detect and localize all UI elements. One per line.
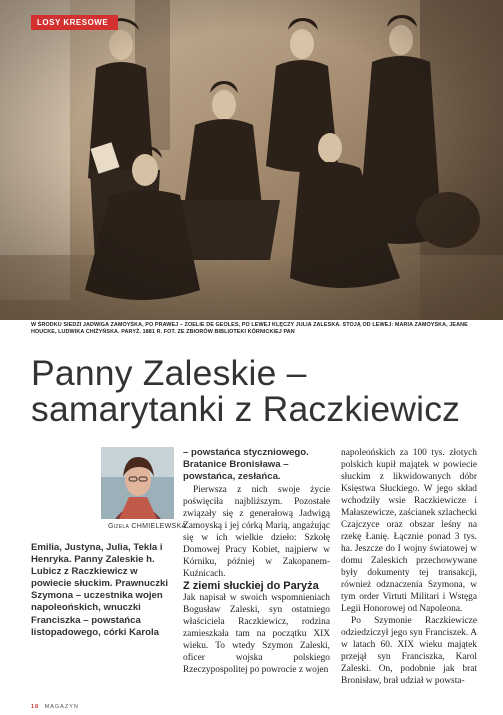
archival-group-photo [0,0,503,320]
author-portrait [101,447,174,519]
lead-part-2: – powstańca styczniowego. Bratanice Bronisława – powstańca, zesłańca. [183,447,309,483]
author-last-name: CHMIELEWSKA [131,523,187,530]
magazine-name: MAGAZYN [44,704,79,710]
body-paragraph: Pierwsza z nich swoje życie poświęciła najbliższym. Pozostałe związały się z generałową Jadwigą Zamoyską i jej córką Marią, angażując się w ich wielkie dzieło: Szkołę Domowej Pracy Kobiet, najpierw w Kórniku, później w Zakopanem-Kuźnicach. [183,485,330,579]
author-byline [108,523,186,530]
body-column-2 [183,484,330,676]
title-line-2: samarytanki z Raczkiewicz [31,389,461,429]
page-footer [31,704,79,710]
author-first-name: Gizela [108,523,130,530]
article-lead-continued [183,447,331,483]
body-column-3 [341,447,477,687]
subheading: Z ziemi słuckiej do Paryża [183,580,319,592]
body-paragraph: napoleońskich za 100 tys. złotych polskich kupił majątek w powiecie słuckim z likwidowanych dóbr Księstwa Słuckiego. W jego skład wchodziły wsie Raczkiewicze i Małaszewicze, zaścianek szlachecki Czajczyce oraz obszar leśny na rzekę Łanię. Łącznie ponad 3 tys. ha. Jeszcze do I wojny światowej w domu Zaleskich przechowywane były dokumenty tej transakcji, również odznaczenia Szymona, w tym order Virtuti Militari i Wstęga Legii Honorowej od Napoleona. [341,448,477,614]
photo-caption: W ŚRODKU SIEDZI JADWIGA ZAMOYSKA, PO PRAWEJ – ZOELIE DE GEOLES, PO LEWEJ KLĘCZY JULIA ZALESKA. STOJĄ OD LEWEJ: MARIA ZAMOYSKA, JEANE HOUCKE, LUDWIKA CHIŻYŃSKA. PARYŻ. 1881 R. FOT. ZE ZBIORÓW BIBLIOTEKI KÓRNICKIEJ PAN [31,322,468,336]
lead-part-1: Emilia, Justyna, Julia, Tekla i Henryka. Panny Zaleskie h. Lubicz z Raczkiewicz w powiecie słuckim. Prawnuczki Szymona – uczestnika wojen napoleońskich, wnuczki Franciszka – powstańca listopadowego, córki Karola [31,542,169,638]
body-paragraph: Jak napisał w swoich wspomnieniach Bogusław Zaleski, syn ostatniego właściciela Raczkiewicz, rodzina zamieszkała tam na początku XIX wieku. To wtedy Szymon Zaleski, oficer wojska polskiego Rzeczypospolitej po powrocie z wojen [183,593,330,675]
page-number: 18 [31,704,40,710]
title-line-1: Panny Zaleskie – [31,353,307,393]
section-tag: LOSY KRESOWE [31,15,118,30]
body-paragraph: Po Szymonie Raczkiewicze odziedziczył jego syn Franciszek. A w latach 60. XIX wieku majątek przejął syn Franciszka, Karol Zaleski. On, podobnie jak brat Bronisław, brał udział w powsta- [341,616,477,686]
article-title [31,355,491,427]
article-lead [31,542,176,639]
